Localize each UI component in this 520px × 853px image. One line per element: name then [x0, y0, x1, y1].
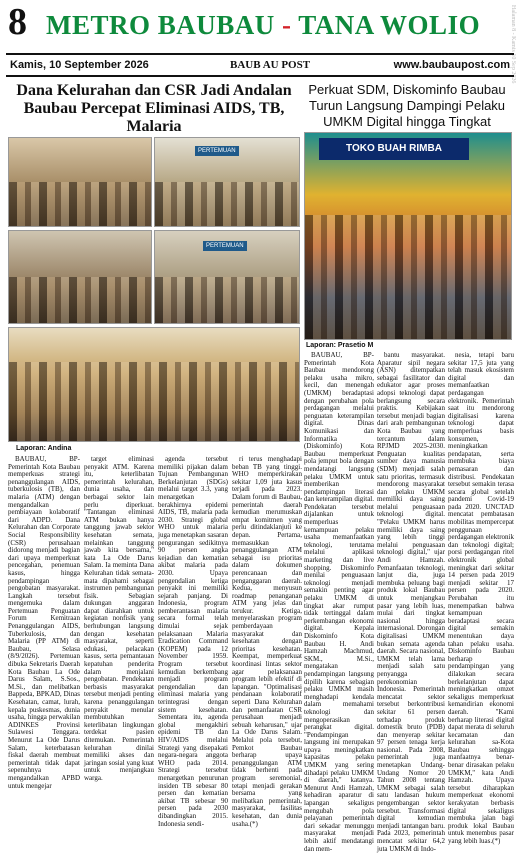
- right-article-column-2: [377, 351, 445, 853]
- paragraph: bantu masyarakat. Aparatur sipil negara (ASN) ditempatkan sebagai fasilitator dan edukator agar proses adopsi teknologi dapat berlangsung secara praktis. Kebijakan tersebut menjadi bagian dari arah pembangunan Kota Baubau yang tercantum dalam RPJMD 2025-2030. Penguatan kualitas sumber daya manusia (SDM) menjadi salah satu prioritas, termasuk mendorong masyarakat dan pelaku UMKM memiliki daya saing melalui penguasaan teknologi digital. "Pelaku UMKM harus memiliki daya saing yang lebih tinggi melalui penguasaan teknologi digital," ujar Andi Hamzah. Pemanfaatan teknologi, lanjut dia, juga membuka peluang bagi produk lokal Baubau untuk menjangkau pasar yang lebih luas, mulai dari tingkat nasional hingga internasional. Dorongan digitalisasi UMKM bukan semata agenda daerah. Secara nasional, UMKM telah lama menjadi salah satu penyangga perekonomian Indonesia. Pemerintah mencatat sektor tersebut berkontribusi sekitar 61 persen terhadap produk domestik bruto (PDB) dan menyerap sekitar 97 persen tenaga kerja nasional. Pada 2008, pemerintah juga menetapkan Undang-Undang Nomor 20 Tahun 2008 tentang UMKM sebagai salah satu landasan hukum pengembangan sektor tersebut. Transformasi digital kemudian menjadi tantangan baru. Pada 2023, pemerintah mencatat sekitar 64,2 juta UMKM di Indo-: [377, 351, 445, 853]
- left-article-column-4: [232, 455, 302, 828]
- right-photo-caption: Laporan: Prasetio M: [306, 342, 374, 349]
- paragraph: agenda tersebut memiliki pijakan dalam Tujuan Pembangunan Berkelanjutan (SDGs) melalui target 3.3, yang menargetkan berakhirnya epidemi AIDS, TB, malaria pada 2030. Strategi global WHO untuk malaria juga menetapkan sasaran pengurangan sedikitnya 90 persen angka kejadian dan kematian akibat malaria pada 2030. Upaya pengendalian ketiga penyakit ini memiliki sejarah panjang. Di Indonesia, program pemberantasan malaria secara formal telah dimulai sejak pelaksanaan Malaria Eradication Command (KOPEM) pada 12 November 1959. Program tersebut kemudian berkembang menjadi program pengendalian dan eliminasi malaria yang terintegrasi dengan sistem kesehatan. Sementara itu, agenda global mengakhiri epidemi TB dan HIV/AIDS melalui Strategi yang disepakati negara-negara anggota WHO pada 2014. Strategi tersebut menargetkan penurunan insiden TB sebesar 80 persen dan kematian akibat TB sebesar 90 persen pada 2030 dibandingkan 2015. Indonesia sendi-: [158, 455, 228, 828]
- photo-banner: PERTEMUAN: [203, 241, 247, 251]
- masthead-separator: -: [274, 10, 299, 40]
- photo-meeting-2: [154, 137, 300, 227]
- right-article-column-1: [304, 351, 374, 853]
- masthead-part1: METRO BAUBAU: [46, 10, 275, 40]
- photo-figures: [9, 362, 299, 441]
- paragraph: BAUBAU, BP- Pemerintah Kota Baubau mendorong pelaku usaha mikro, kecil, dan menengah (UMKM) beradaptasi dengan perubahan pola perdagangan melalui penguatan keterampilan digital. Dinas Komunikasi dan Informatika (Diskominfo) Kota Baubau memperkuat pola jemput bola dengan mendatangi langsung pelaku UMKM untuk memberikan pendampingan literasi dan keterampilan digital. Pendekatan tersebut dijalankan untuk memperluas kemampuan pelaku usaha memanfaatkan teknologi, terutama melalui aplikasi marketing dan live shopping. Diskominfo menilai penguasaan teknologi menjadi semakin penting agar pelaku UMKM di tingkat akar rumput tidak tertinggal dalam perkembangan ekonomi digital. Kepala Diskominfo Kota Baubau H. Andi Hamzah Machmud, SKM., M.Si., mengatakan pendampingan langsung dipilih karena sebagian pelaku UMKM masih menghadapi kendala dalam memahami teknologi dan mengoperasikan perangkat digital. "Pendampingan langsung ini merupakan upaya meningkatkan kapasitas pelaku UMKM yang sering dihadapi pelaku UMKM di daerah," katanya. Menurut Andi Hamzah, kehadiran aparatur di lapangan sekaligus mengubah pola pelayanan pemerintah dari sekadar menunggu masyarakat menjadi lebih aktif mendatangi dan mem-: [304, 351, 374, 853]
- photo-figures: [9, 277, 151, 323]
- photo-figures: [305, 215, 511, 339]
- left-headline: Dana Kelurahan dan CSR Jadi Andalan Baubau Percepat Eliminasi AIDS, TB, Malaria: [16, 82, 292, 135]
- page-number: 8: [8, 1, 27, 43]
- paragraph: nesia, tetapi baru sekitar 17,5 juta yang telah masuk ekosistem digital dan memanfaatkan perdagangan elektronik. Pemerintah saat itu mendorong digitalisasi karena teknologi dapat memperluas basis konsumen, meningkatkan pendapatan, serta membuka biaya pemasaran dan distribusi. Pendekatan tersebut semakin terasa secara global setelah pandemi Covid-19 pada 2020. UNCTAD mencatat pembatasan mobilitas mempercepat penggunaan perdagangan elektronik dan teknologi digital; porsi perdagangan ritel elektronik global meningkat dari sekitar 14 persen pada 2019 menjadi sekitar 17 persen pada 2020. Perubahan itu menempatkan bahwa kemampuan beradaptasi secara digital semakin menentukan daya tahan pelaku usaha. Diskominfo Baubau berharap pendampingan yang dilakukan secara berkelanjutan dapat meningkatkan omzet sekaligus memperkuat kemandirian ekonomi daerah. "Kami berharap literasi digital dapat merata di seluruh kecamatan dan kelurahan sa-Kota Baubau sehingga manfaatnya benar-benar dirasakan pelaku UMKM," kata Andi Hamzah. Upaya tersebut diharapkan memperkuat ekonomi kerakyatan berbasis digital sekaligus membuka jalan bagi produk lokal Baubau untuk menembus pasar yang lebih luas.(*): [448, 351, 514, 845]
- date-bar: [6, 53, 514, 77]
- issue-date: Kamis, 10 September 2026: [10, 59, 149, 71]
- left-article-column-2: [84, 456, 154, 794]
- left-article-column-3: [158, 455, 228, 828]
- photo-banner: PERTEMUAN: [195, 146, 239, 156]
- newspaper-page: [6, 0, 516, 853]
- photo-figures: [9, 182, 151, 226]
- website-url[interactable]: www.baubaupost.com: [393, 59, 510, 71]
- photo-figures: [155, 182, 299, 226]
- photo-meeting-4: [154, 230, 300, 324]
- masthead-part2: TANA WOLIO: [298, 10, 481, 40]
- photo-meeting-3: [8, 230, 152, 324]
- right-headline: Perkuat SDM, Diskominfo Baubau Turun Langsung Dampingi Pelaku UMKM Digital hingga Tingkat: [308, 82, 506, 129]
- paragraph: BAUBAU, BP- Pemerintah Kota Baubau memperkuas strategi penanggulangan AIDS, tuberkulosis (TB), dan malaria (ATM) dengan mengandalkan pembiayaan kolaboratif dari ADPD. Dana Kelurahan dan Corporate Social Responsibility (CSR) perusahaan didorong menjadi bagian dari upaya memperkuat pencegahan, penemuan kasus, hingga pendampingan pengobatan masyarakat. Langkah tersebut mengemuka dalam Pertemuan Penguatan Forum Kemitraan Penanggulangan AIDS, Tuberkulosis, dan Malaria (PP ATM) di Baubau, Selasa (8/9/2026). Pertemuan dibuka Sekretaris Daerah Kota Baubau La Ode Darus Salam, S.Sos., M.Si., dan melibatkan Bappeda, BPKAD, Dinas Kesehatan, camat, lurah, kepala puskesmas, dunia usaha, hingga perwakilan ADINKES Provinsi Sulawesi Tenggara. Menurut La Ode Darus Salam, keterbatasan fiskal daerah membuat pemerintah tidak dapat sepenuhnya mengandalkan APBD untuk mengejar: [8, 455, 80, 790]
- paper-name-small: BAUB AU POST: [230, 59, 311, 71]
- paragraph: ri terus menghadapi beban TB yang tinggi. WHO memperkirakan sekitar 1,09 juta kasus terjadi pada 2023. Dalam forum di Baubau, pemerintah daerah kemudian merumuskan empat komitmen yang perlu ditindaklanjuti ke depan. Pertama, memasukkan penanggulangan ATM sebagai isu prioritas dalam dokumen perencanaan dan penganggaran daerah. Kedua, menyusun roadmap penanganan ATM yang jelas dan terukur. Ketiga, menyelaraskan program pemberdayaan masyarakat dan kesehatan dengan prioritas kesehatan. Keempat, memperkuat koordinasi lintas sektor agar pelaksanaan program lebih efektif di lapangan. "Optimalisasi pendanaan kolaboratif seperti Dana Kelurahan dan pemanfaatan CSR perusahaan menjadi sebuah keharusan," ujar La Ode Darus Salam. Melalui pola tersebut, Pemkot Baubau berharap upaya penanggulangan ATM tidak berhenti pada program seremonial, tetapi menjadi gerakan bersama yang melibatkan pemerintah, masyarakat, fasilitas kesehatan, dan dunia usaha.(*): [232, 455, 302, 828]
- side-caption: Halaman 8 - Kamis 10 Sep 2026: [510, 5, 516, 84]
- photo-audience: [8, 327, 300, 442]
- masthead-title: [46, 10, 480, 40]
- left-photo-caption: Laporan: Andina: [16, 445, 72, 452]
- left-article-column-1: [8, 456, 80, 794]
- paragraph: target eliminasi penyakit ATM. Karena itu, keterlibatan pemerintah kelurahan, dunia usaha, dan berbagai sektor lain perlu diperkuat. "Tantangan eliminasi ATM bukan hanya tanggung jawab sektor kesehatan semata, melainkan tanggung jawab kita bersama," kata La Ode Darus Salam. Ia meminta Dana Kelurahan tidak semata-mata dipahami sebagai instrumen pembangunan fisik. Sebagian dukungan anggaran dapat diarahkan untuk kegiatan nonfisik yang berhubungan langsung dengan kesehatan masyarakat, seperti edukasi, pelacakan kasus, serta pemantauan kepatuhan penderita dalam menjalani pengobatan. Pendekatan berbasis masyarakat tersebut menjadi penting karena penanggulangan penyakit menular membutuhkan keterlibatan lingkungan terdekat pasien ditemukan. Pemerintah kelurahan dinilai memiliki akses dan jaringan sosial yang kuat untuk menjangkau warga.: [84, 455, 154, 782]
- photo-meeting-1: [8, 137, 152, 227]
- photo-figures: [155, 277, 299, 323]
- shop-banner: TOKO BUAH RIMBA: [319, 138, 469, 160]
- photo-umkm: [304, 132, 512, 340]
- right-article-column-3: [448, 351, 514, 845]
